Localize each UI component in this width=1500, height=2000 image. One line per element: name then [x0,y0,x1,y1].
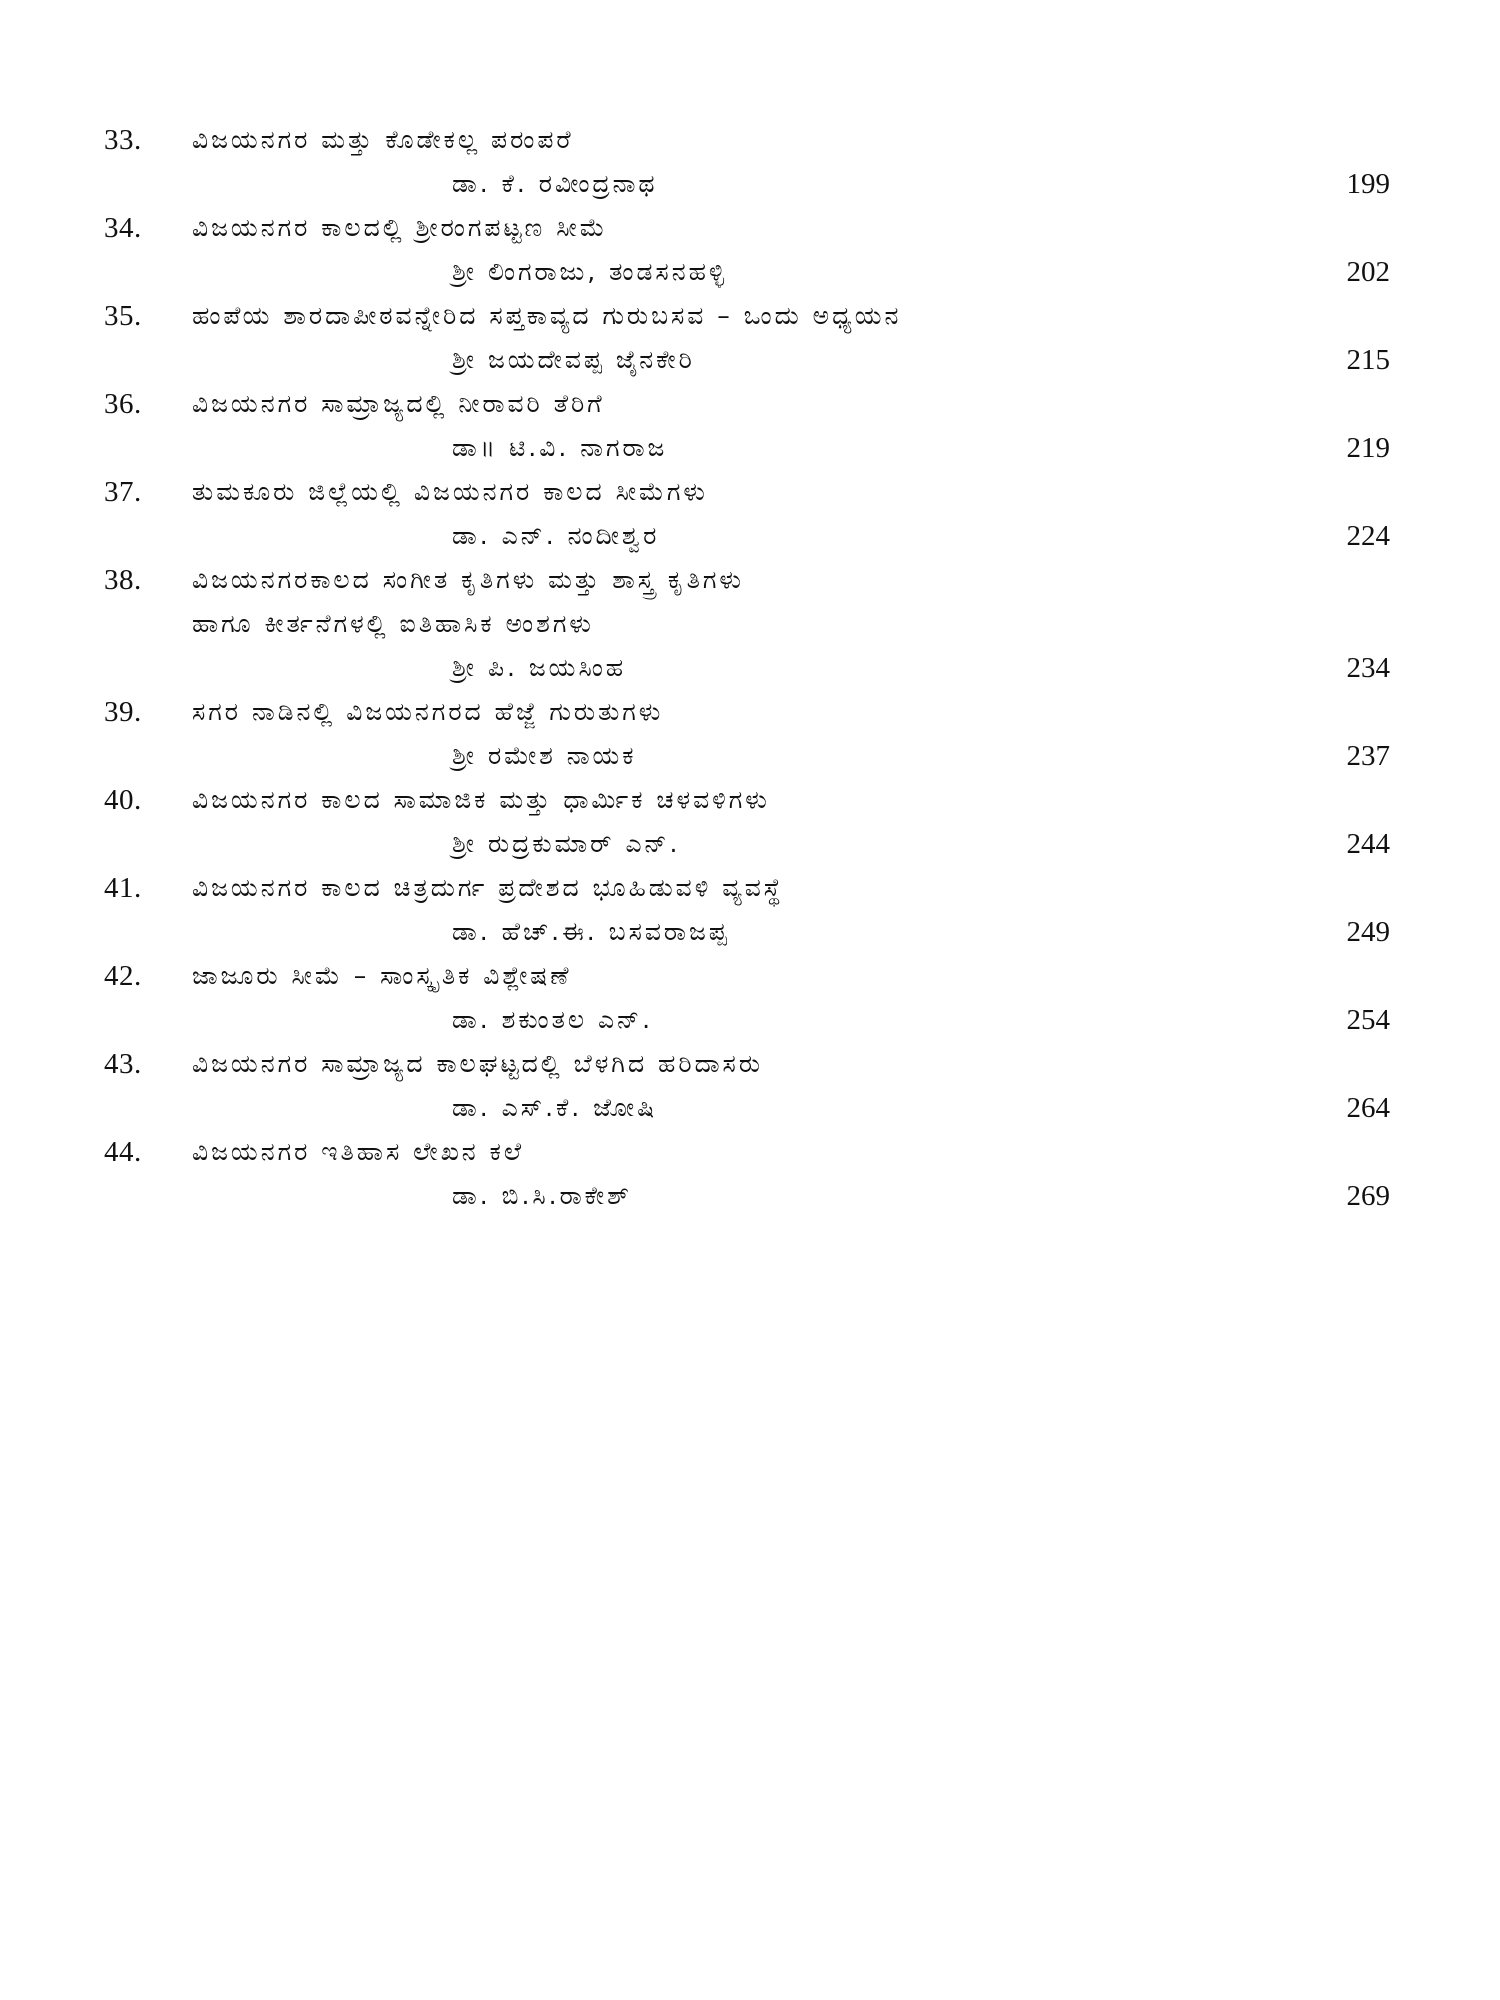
entry-author: ಶ್ರೀ ಪಿ. ಜಯಸಿಂಹ [452,653,627,682]
entry-number: 38. [104,564,142,596]
entry-title: ವಿಜಯನಗರ ಕಾಲದಲ್ಲಿ ಶ್ರೀರಂಗಪಟ್ಟಣ ಸೀಮೆ [192,213,608,242]
entry-title: ವಿಜಯನಗರ ಕಾಲದ ಸಾಮಾಜಿಕ ಮತ್ತು ಧಾರ್ಮಿಕ ಚಳವಳಿಗಳು [192,785,770,814]
entry-author: ಡಾ. ಎನ್. ನಂದೀಶ್ವರ [452,521,660,550]
toc-author-line [0,822,1500,866]
entry-title: ಹಾಗೂ ಕೀರ್ತನೆಗಳಲ್ಲಿ ಐತಿಹಾಸಿಕ ಅಂಶಗಳು [192,609,594,638]
entry-number: 40. [104,784,142,816]
entry-title: ವಿಜಯನಗರ ಸಾಮ್ರಾಜ್ಯದ ಕಾಲಘಟ್ಟದಲ್ಲಿ ಬೆಳಗಿದ ಹರಿದಾಸರು [192,1049,763,1078]
toc-author-line [0,910,1500,954]
toc-author-line [0,1174,1500,1218]
toc-author-line [0,998,1500,1042]
entry-page-number: 249 [1346,916,1390,948]
entry-title: ವಿಜಯನಗರ ಕಾಲದ ಚಿತ್ರದುರ್ಗ ಪ್ರದೇಶದ ಭೂಹಿಡುವಳಿ ವ್ಯವಸ್ಥೆ [192,873,784,902]
entry-title: ಜಾಜೂರು ಸೀಮೆ – ಸಾಂಸ್ಕೃತಿಕ ವಿಶ್ಲೇಷಣೆ [192,961,572,990]
entry-number: 33. [104,124,142,156]
entry-page-number: 244 [1346,828,1390,860]
entry-title: ತುಮಕೂರು ಜಿಲ್ಲೆಯಲ್ಲಿ ವಿಜಯನಗರ ಕಾಲದ ಸೀಮೆಗಳು [192,477,708,506]
toc-title-line [0,602,1500,646]
toc-title-line [0,206,1500,250]
table-of-contents [0,118,1500,1218]
entry-number: 44. [104,1136,142,1168]
entry-number: 34. [104,212,142,244]
toc-title-line [0,778,1500,822]
entry-page-number: 269 [1346,1180,1390,1212]
entry-number: 43. [104,1048,142,1080]
entry-author: ಶ್ರೀ ರುದ್ರಕುಮಾರ್ ಎನ್. [452,829,681,858]
entry-number: 36. [104,388,142,420]
entry-title: ವಿಜಯನಗರ ಇತಿಹಾಸ ಲೇಖನ ಕಲೆ [192,1137,525,1166]
toc-title-line [0,382,1500,426]
entry-page-number: 254 [1346,1004,1390,1036]
entry-page-number: 224 [1346,520,1390,552]
entry-page-number: 199 [1346,168,1390,200]
entry-author: ಶ್ರೀ ರಮೇಶ ನಾಯಕ [452,741,637,770]
toc-author-line [0,1086,1500,1130]
toc-title-line [0,1130,1500,1174]
toc-title-line [0,866,1500,910]
entry-page-number: 237 [1346,740,1390,772]
toc-title-line [0,690,1500,734]
entry-author: ಡಾ॥ ಟಿ.ವಿ. ನಾಗರಾಜ [452,433,668,462]
entry-number: 42. [104,960,142,992]
entry-number: 37. [104,476,142,508]
toc-title-line [0,954,1500,998]
entry-author: ಡಾ. ಹೆಚ್.ಈ. ಬಸವರಾಜಪ್ಪ [452,917,730,946]
entry-title: ವಿಜಯನಗರಕಾಲದ ಸಂಗೀತ ಕೃತಿಗಳು ಮತ್ತು ಶಾಸ್ತ್ರ ಕೃತಿಗಳು [192,565,744,594]
entry-number: 39. [104,696,142,728]
toc-title-line [0,294,1500,338]
entry-author: ಡಾ. ಎಸ್.ಕೆ. ಜೋಷಿ [452,1093,658,1122]
entry-author: ಡಾ. ಕೆ. ರವೀಂದ್ರನಾಥ [452,169,658,198]
entry-author: ಶ್ರೀ ಲಿಂಗರಾಜು, ತಂಡಸನಹಳ್ಳಿ [452,257,728,286]
entry-author: ಡಾ. ಶಕುಂತಲ ಎನ್. [452,1005,654,1034]
toc-title-line [0,558,1500,602]
entry-page-number: 219 [1346,432,1390,464]
toc-title-line [0,1042,1500,1086]
entry-page-number: 234 [1346,652,1390,684]
entry-page-number: 202 [1346,256,1390,288]
entry-page-number: 215 [1346,344,1390,376]
entry-page-number: 264 [1346,1092,1390,1124]
entry-title: ವಿಜಯನಗರ ಸಾಮ್ರಾಜ್ಯದಲ್ಲಿ ನೀರಾವರಿ ತೆರಿಗೆ [192,389,605,418]
entry-author: ಡಾ. ಬಿ.ಸಿ.ರಾಕೇಶ್ [452,1181,632,1210]
toc-author-line [0,338,1500,382]
entry-title: ಹಂಪೆಯ ಶಾರದಾಪೀಠವನ್ನೇರಿದ ಸಪ್ತಕಾವ್ಯದ ಗುರುಬಸವ – ಒಂದು ಅಧ್ಯಯನ [192,301,902,330]
toc-author-line [0,514,1500,558]
toc-author-line [0,646,1500,690]
toc-title-line [0,118,1500,162]
toc-author-line [0,162,1500,206]
toc-title-line [0,470,1500,514]
entry-title: ಸಗರ ನಾಡಿನಲ್ಲಿ ವಿಜಯನಗರದ ಹೆಜ್ಜೆ ಗುರುತುಗಳು [192,697,664,726]
entry-number: 35. [104,300,142,332]
entry-author: ಶ್ರೀ ಜಯದೇವಪ್ಪ ಜೈನಕೇರಿ [452,345,695,374]
toc-author-line [0,426,1500,470]
entry-title: ವಿಜಯನಗರ ಮತ್ತು ಕೊಡೇಕಲ್ಲ ಪರಂಪರೆ [192,125,574,154]
entry-number: 41. [104,872,142,904]
toc-author-line [0,250,1500,294]
toc-author-line [0,734,1500,778]
